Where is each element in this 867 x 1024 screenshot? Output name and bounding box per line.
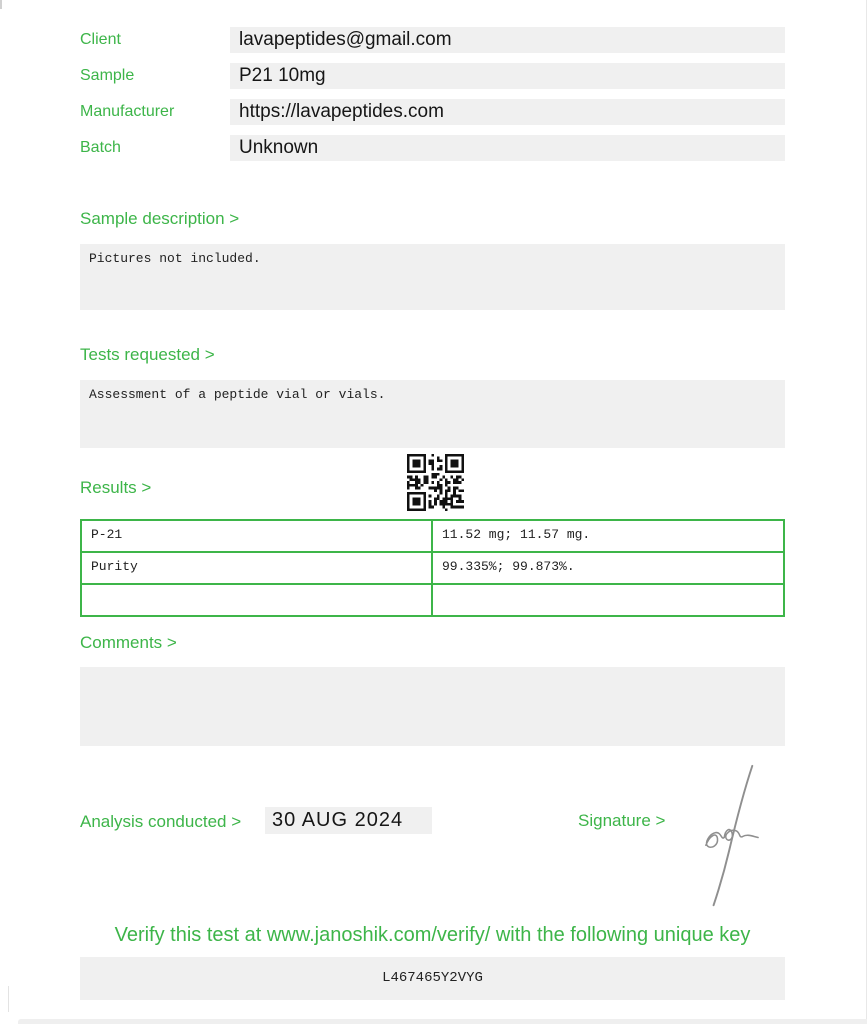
results-table — [80, 519, 785, 617]
page-edge-line — [8, 986, 9, 1012]
analysis-conducted-label: Analysis conducted > — [80, 812, 242, 831]
manufacturer-field-label: Manufacturer — [80, 103, 175, 120]
batch-field-label: Batch — [80, 139, 121, 156]
client-field-label: Client — [80, 31, 121, 48]
page-edge-mark — [0, 0, 2, 9]
result-name — [82, 585, 433, 615]
sample-field-value: P21 10mg — [230, 63, 785, 89]
batch-field-value: Unknown — [230, 135, 785, 161]
qr-code-icon — [407, 454, 464, 511]
handwritten-signature-icon — [692, 762, 770, 912]
table-row — [82, 521, 783, 553]
tests-requested-box: Assessment of a peptide vial or vials. — [80, 380, 785, 448]
signature-label: Signature > — [578, 811, 666, 830]
comments-box — [80, 667, 785, 746]
unique-key-value: L467465Y2VYG — [80, 957, 785, 1000]
result-value: 11.52 mg; 11.57 mg. — [442, 527, 591, 542]
result-value: 99.335%; 99.873%. — [442, 559, 575, 574]
result-value — [433, 585, 783, 615]
sample-description-heading: Sample description > — [80, 209, 240, 228]
results-heading: Results > — [80, 478, 152, 497]
table-row — [82, 553, 783, 585]
next-page-edge — [18, 1019, 867, 1024]
tests-requested-heading: Tests requested > — [80, 345, 215, 364]
manufacturer-field-value: https://lavapeptides.com — [230, 99, 785, 125]
table-row — [82, 585, 783, 615]
analysis-date-value: 30 AUG 2024 — [265, 807, 432, 834]
verify-instruction-text: Verify this test at www.janoshik.com/verify/ with the following unique key — [114, 924, 751, 946]
comments-heading: Comments > — [80, 633, 177, 652]
result-name: Purity — [82, 553, 433, 583]
client-field-value: lavapeptides@gmail.com — [230, 27, 785, 53]
sample-field-label: Sample — [80, 67, 135, 84]
result-name: P-21 — [82, 521, 433, 551]
sample-description-box: Pictures not included. — [80, 244, 785, 310]
